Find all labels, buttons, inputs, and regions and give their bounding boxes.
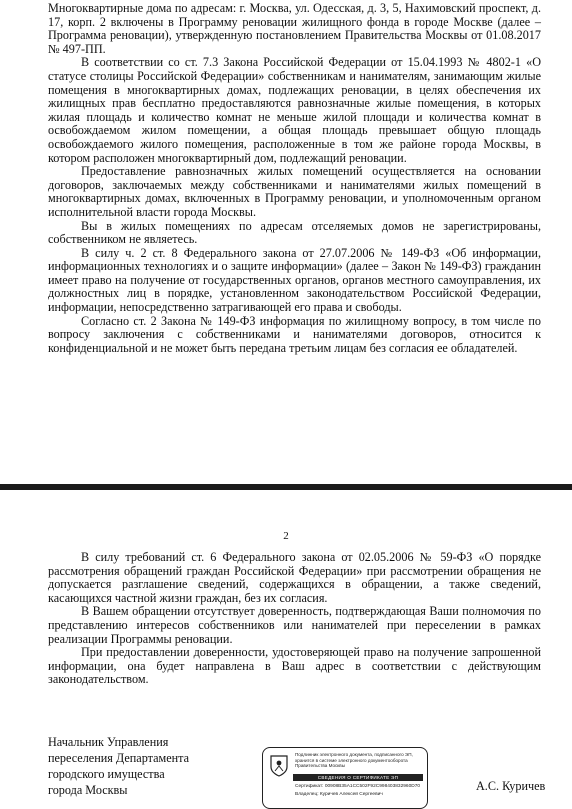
signatory-title-line: города Москвы	[48, 783, 128, 797]
signatory-title-line: Начальник Управления	[48, 735, 169, 749]
paragraph-law-59-fz: В силу требований ст. 6 Федерального закона от 02.05.2006 № 59-ФЗ «О порядке рассмотрения обращений граждан Российской Федерации» при рассмотрении обращения не допускается разглашение сведений, содержащихся в обращении, а также сведений, касающихся частной жизни граждан, без их согласия.	[48, 550, 541, 605]
moscow-coat-of-arms-icon	[269, 754, 289, 778]
stamp-certificate-number: Сертификат: 00908B35A1CC502F92C998403832960D70	[295, 784, 421, 789]
page-1-body	[48, 2, 541, 355]
letter-page-2	[0, 496, 572, 800]
page-break-line	[0, 484, 572, 490]
paragraph-law-4802-1: В соответствии со ст. 7.3 Закона Российской Федерации от 15.04.1993 № 4802-1 «О статусе столицы Российской Федерации» собственникам и нанимателям, занимающим жилые помещения в многоквартирных домах, подлежащих реновации, в целях обеспечения их жилищных прав бесплатно предоставляются равнозначные жилые помещения, в которых жилая площадь и количество комнат не меньше жилой площади и количества комнат в освобождаемом жилом помещении, а общая площадь превышает общую площадь освобождаемого жилого помещения, расположенные в том же районе города Москвы, в котором расположен многоквартирный дом, подлежащий реновации.	[48, 55, 541, 165]
stamp-certificate-owner: Владелец: Куричев Алексей Сергеевич	[295, 792, 383, 797]
paragraph-no-power-of-attorney: В Вашем обращении отсутствует доверенность, подтверждающая Ваши полномочия по представлению интересов собственников или нанимателей при переселении в рамках реализации Программы реновации.	[48, 604, 541, 646]
paragraph-not-registered: Вы в жилых помещениях по адресам отселяемых домов не зарегистрированы, собственником не являетесь.	[48, 218, 541, 247]
paragraph-confidential-info: Согласно ст. 2 Закона № 149-ФЗ информация по жилищному вопросу, в том числе по вопросу заключения с собственниками и нанимателями договоров, относится к конфиденциальной и не может быть передана третьим лицам без согласия ее обладателей.	[48, 313, 541, 355]
paragraph-equivalent-housing: Предоставление равнозначных жилых помещений осуществляется на основании договоров, заключаемых между собственниками и нанимателями жилых помещений в многоквартирных домах, включенных в Программу реновации, и уполномоченным органом исполнительной власти города Москвы.	[48, 164, 541, 219]
paragraph-law-149-fz: В силу ч. 2 ст. 8 Федерального закона от 27.07.2006 № 149-ФЗ «Об информации, информационных технологиях и о защите информации» (далее – Закон № 149-ФЗ) гражданин имеет право на получение от государственных органов, органов местного самоуправления, их должностных лиц в порядке, установленном законодательством Российской Федерации, информации, непосредственно затрагивающей его права и свободы.	[48, 245, 541, 315]
paragraph-provide-attorney: При предоставлении доверенности, удостоверяющей право на получение запрошенной информации, она будет направлена в Ваш адрес в соответствии с действующим законодательством.	[48, 645, 541, 687]
page-number: 2	[283, 530, 289, 542]
paragraph-renovation-addresses: Многоквартирные дома по адресам: г. Москва, ул. Одесская, д. 3, 5, Нахимовский проспект, д. 17, корп. 2 включены в Программу реновации жилищного фонда в городе Москве (далее – Программа реновации), утвержденную постановлением Правительства Москвы от 01.08.2017 № 497-ПП.	[48, 1, 541, 56]
signatory-title-line: переселения Департамента	[48, 751, 190, 765]
signatory-name: А.С. Куричев	[476, 779, 546, 793]
stamp-header-text: Подлинник электронного документа, подписанного ЭП, хранится в системе электронного документооборота Правительства Москвы	[295, 752, 413, 769]
stamp-certificate-heading: СВЕДЕНИЯ О СЕРТИФИКАТЕ ЭП	[293, 774, 423, 781]
signatory-title	[48, 734, 189, 798]
signatory-title-line: городского имущества	[48, 767, 165, 781]
page-2-body	[48, 551, 541, 687]
